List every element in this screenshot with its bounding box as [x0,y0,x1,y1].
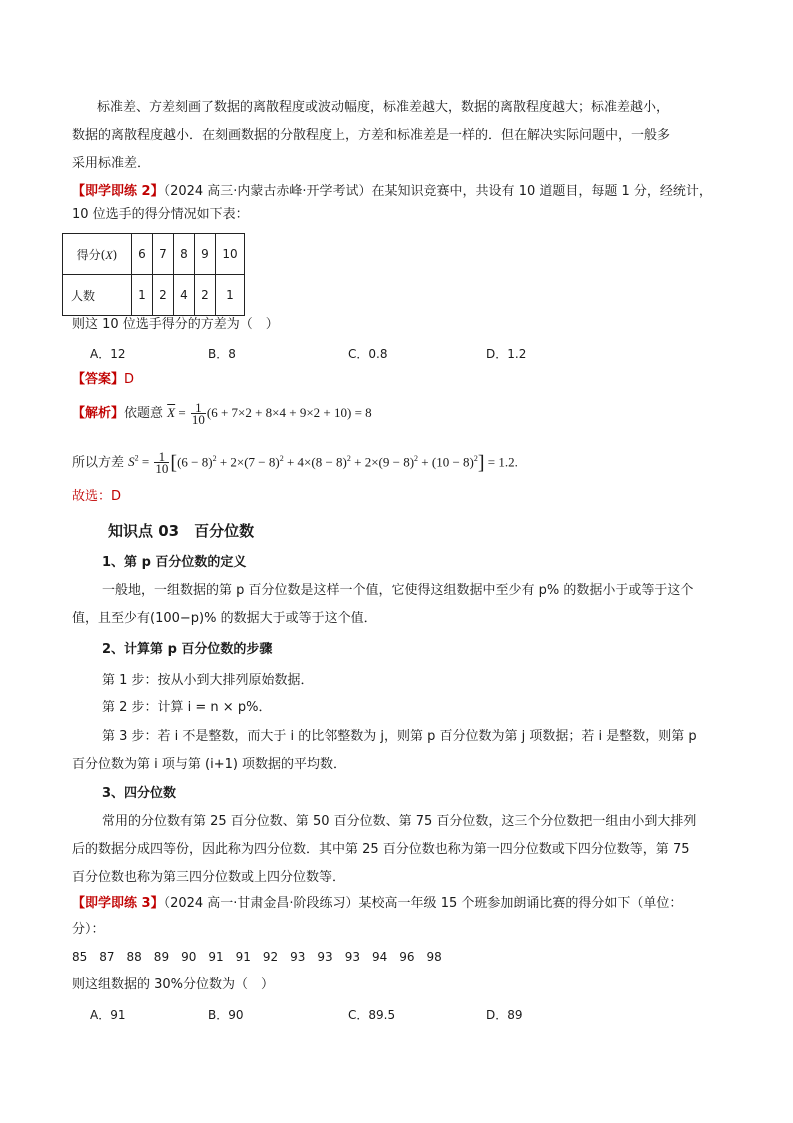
count-header-cell: 人数 [63,275,132,316]
section-title-text: 知识点 03 百分位数 [108,522,255,540]
option-c: C．0.8 [348,347,388,361]
count-cell: 2 [195,275,216,316]
practice2-source: （2024 高三·内蒙古赤峰·开学考试）在某知识竞赛中，共设有 10 道题目，每题 1 分，经统计， [163,184,712,199]
variance-term-4: + 2×(9 − 8) [350,454,415,470]
option-d: D．1.2 [486,347,527,361]
table-row [63,234,245,275]
practice3-source: （2024 高一·甘肃金昌·阶段练习）某校高一年级 15 个班参加朗诵比赛的得分如下（单位： [163,896,683,911]
score-cell: 8 [174,234,195,275]
intro-line-3: 采用标准差． [72,156,151,171]
variance-line: 所以方差 $S^2$ = $\frac{1}{10}$ $[(6 - 8)^2 + 2\times(7 - 8)^2 + 4\times(8 - 8)^2 + 2\times(9 - 8)^2 + (10 - 8)^2] = 1.2$. [72,449,518,477]
step-3-line-2: 百分位数为第 i 项与第 (i+1) 项数据的平均数． [72,757,347,772]
practice3-question: 则这组数据的 30%分位数为（ ） [72,977,275,992]
count-cell: 1 [216,275,245,316]
count-cell: 1 [132,275,153,316]
practice2-tag: 【即学即练 2】 [72,184,164,199]
variance-term-1: (6 − 8) [177,454,213,470]
option-a: A．91 [90,1008,126,1022]
option-b: B．8 [208,347,236,361]
mean-symbol: $\overline{X}$ = [167,405,186,420]
analysis-line [72,398,372,429]
quartile-line-1: 常用的分位数有第 25 百分位数、第 50 百分位数、第 75 百分位数，这三个分位数把一组由小到大排列 [102,814,697,829]
definition-line-2: 值，且至少有(100−p)% 的数据大于或等于这个值． [72,611,377,626]
quartile-line-2: 后的数据分成四等份，因此称为四分位数．其中第 25 百分位数也称为第一四分位数或下四分位数等，第 75 [72,842,690,857]
score-header-label: 得分 [76,247,101,262]
score-cell: 7 [153,234,174,275]
option-c: C．89.5 [348,1008,396,1022]
analysis-text: 依题意 [124,406,164,421]
score-header-cell: 得分(X) [63,234,132,275]
count-cell: 2 [153,275,174,316]
subsection-1-title: 1、第 p 百分位数的定义 [102,555,247,570]
subsection-3-title: 3、四分位数 [102,786,177,801]
variance-symbol: $S^2$ = [128,454,150,470]
practice3-header [72,890,682,918]
variance-fraction: $\frac{1}{10}$ [155,449,169,477]
practice3-line2: 分）： [72,922,105,937]
option-d: D．89 [486,1008,523,1022]
section-title [108,520,254,541]
option-b: B．90 [208,1008,244,1022]
mean-fraction: $\frac{1}{10}$ [191,400,205,427]
score-table [62,233,245,316]
answer-value: D [124,372,135,387]
practice2-question: 则这 10 位选手得分的方差为（ ） [72,317,279,332]
variance-prefix: 所以方差 [72,455,125,471]
mean-expression: (6 + 7×2 + 8×4 + 9×2 + 10) = 8 [206,405,372,420]
step-2: 第 2 步：计算 i = n × p%． [102,700,272,715]
variance-term-2: + 2×(7 − 8) [216,454,280,470]
analysis-tag: 【解析】 [72,406,125,421]
intro-line-1: 标准差、方差刻画了数据的离散程度或波动幅度，标准差越大，数据的离散程度越大；标准差越小， [97,100,670,115]
answer-tag: 【答案】 [72,372,125,387]
subsection-2-title: 2、计算第 p 百分位数的步骤 [102,642,273,657]
score-cell: 9 [195,234,216,275]
variance-term-5: + (10 − 8) [418,454,474,470]
step-1: 第 1 步：按从小到大排列原始数据． [102,673,314,688]
conclusion: 故选：D [72,489,122,504]
score-cell: 10 [216,234,245,275]
score-header-var: X [105,247,113,262]
count-cell: 4 [174,275,195,316]
score-cell: 6 [132,234,153,275]
step-3-line-1: 第 3 步：若 i 不是整数，而大于 i 的比邻整数为 j，则第 p 百分位数为第 j 项数据；若 i 是整数，则第 p [102,729,697,744]
practice2-line2: 10 位选手的得分情况如下表： [72,207,249,222]
answer-line [72,366,134,394]
option-a: A．12 [90,347,126,361]
variance-term-3: + 4×(8 − 8) [283,454,347,470]
definition-line-1: 一般地，一组数据的第 p 百分位数是这样一个值，它使得这组数据中至少有 p% 的数据小于或等于这个 [102,583,694,598]
quartile-line-3: 百分位数也称为第三四分位数或上四分位数等． [72,870,346,885]
practice3-scores: 85 87 88 89 90 91 91 92 93 93 93 94 96 98 [72,950,442,964]
practice3-tag: 【即学即练 3】 [72,896,164,911]
table-row [63,275,245,316]
variance-result: = 1.2. [484,454,518,470]
intro-line-2: 数据的离散程度越小．在刻画数据的分散程度上，方差和标准差是一样的．但在解决实际问题中，一般多 [72,128,671,143]
